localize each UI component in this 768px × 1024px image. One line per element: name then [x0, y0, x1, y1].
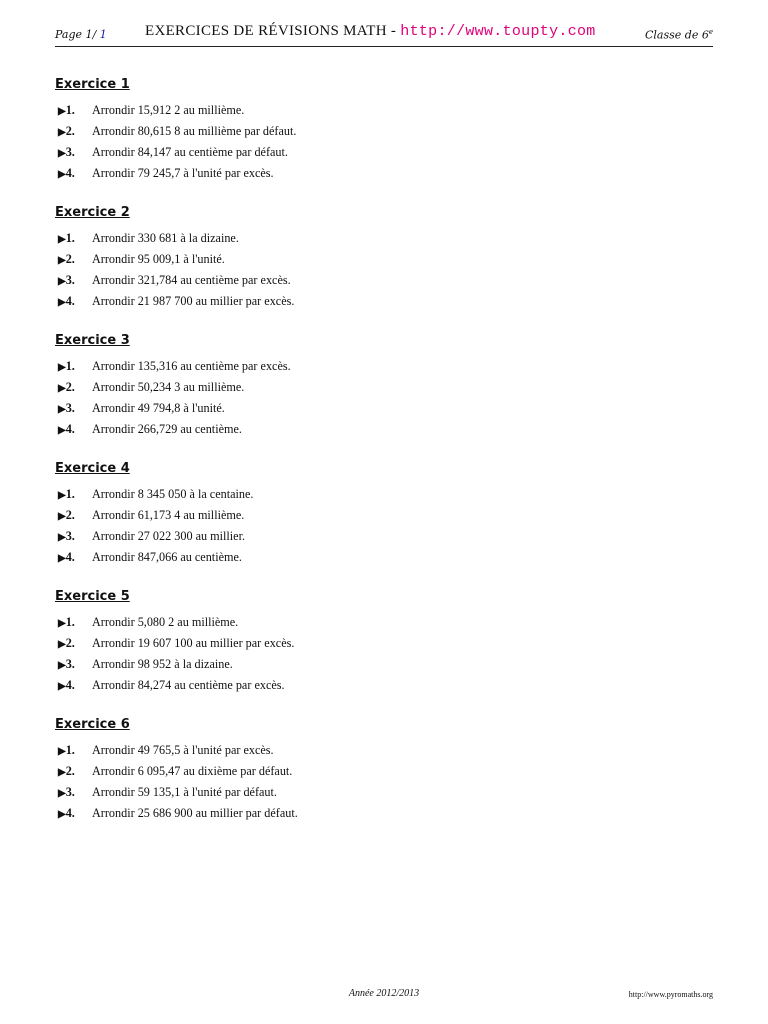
page-total-link[interactable]: 1: [99, 28, 107, 41]
item-marker: [55, 398, 92, 420]
item-text: Arrondir 61,173 4 au millième.: [92, 508, 245, 522]
item-marker: [55, 291, 92, 313]
item-marker: [55, 249, 92, 271]
triangle-right-icon: ▶: [58, 681, 66, 692]
item-marker: [55, 761, 92, 783]
exercise-item: [55, 740, 715, 761]
item-marker: [55, 505, 92, 527]
triangle-right-icon: ▶: [58, 788, 66, 799]
exercise-block: [55, 204, 715, 312]
item-number: 1.: [65, 103, 75, 117]
item-text: Arrondir 49 794,8 à l'unité.: [92, 401, 225, 415]
exercise-item: [55, 761, 715, 782]
triangle-right-icon: ▶: [58, 553, 66, 564]
item-number: 3.: [65, 529, 75, 543]
triangle-right-icon: ▶: [58, 169, 66, 180]
triangle-right-icon: ▶: [58, 255, 66, 266]
page-label: Page 1/: [55, 28, 97, 41]
exercise-item: [55, 163, 715, 184]
exercise-item: [55, 228, 715, 249]
exercise-item: [55, 675, 715, 696]
exercise-item: [55, 505, 715, 526]
triangle-right-icon: ▶: [58, 511, 66, 522]
footer-url-link[interactable]: http://www.pyromaths.org: [628, 990, 713, 999]
exercise-item: [55, 654, 715, 675]
item-text: Arrondir 19 607 100 au millier par excès.: [92, 636, 295, 650]
exercise-item: [55, 356, 715, 377]
exercise-item: [55, 803, 715, 824]
item-text: Arrondir 98 952 à la dizaine.: [92, 657, 233, 671]
exercise-title: Exercice 6: [55, 717, 130, 732]
item-text: Arrondir 21 987 700 au millier par excès.: [92, 294, 295, 308]
header-url-link[interactable]: http://www.toupty.com: [400, 23, 596, 40]
item-number: 2.: [65, 636, 75, 650]
item-marker: [55, 228, 92, 250]
exercise-item: [55, 612, 715, 633]
item-number: 1.: [65, 231, 75, 245]
item-marker: [55, 633, 92, 655]
exercise-item: [55, 291, 715, 312]
triangle-right-icon: ▶: [58, 106, 66, 117]
item-number: 4.: [65, 294, 75, 308]
item-text: Arrondir 25 686 900 au millier par défaut.: [92, 806, 298, 820]
item-marker: [55, 547, 92, 569]
triangle-right-icon: ▶: [58, 404, 66, 415]
item-text: Arrondir 5,080 2 au millième.: [92, 615, 239, 629]
item-number: 2.: [65, 124, 75, 138]
exercise-item: [55, 121, 715, 142]
triangle-right-icon: ▶: [58, 148, 66, 159]
triangle-right-icon: ▶: [58, 660, 66, 671]
triangle-right-icon: ▶: [58, 425, 66, 436]
exercise-block: [55, 76, 715, 184]
exercise-item: [55, 100, 715, 121]
triangle-right-icon: ▶: [58, 383, 66, 394]
item-number: 3.: [65, 657, 75, 671]
item-marker: [55, 163, 92, 185]
item-text: Arrondir 6 095,47 au dixième par défaut.: [92, 764, 293, 778]
item-text: Arrondir 95 009,1 à l'unité.: [92, 252, 225, 266]
exercise-block: [55, 460, 715, 568]
exercise-item: [55, 398, 715, 419]
exercise-title: Exercice 3: [55, 333, 130, 348]
exercise-item: [55, 547, 715, 568]
item-number: 1.: [65, 359, 75, 373]
exercise-title: Exercice 4: [55, 461, 130, 476]
item-number: 1.: [65, 743, 75, 757]
exercise-list: [55, 76, 715, 844]
class-level: [645, 28, 713, 42]
item-text: Arrondir 84,147 au centième par défaut.: [92, 145, 288, 159]
triangle-right-icon: ▶: [58, 746, 66, 757]
item-number: 3.: [65, 273, 75, 287]
header-title-text: EXERCICES DE RÉVISIONS MATH -: [145, 23, 401, 39]
item-text: Arrondir 8 345 050 à la centaine.: [92, 487, 254, 501]
item-number: 3.: [65, 785, 75, 799]
item-text: Arrondir 847,066 au centième.: [92, 550, 242, 564]
item-marker: [55, 419, 92, 441]
page-counter: [55, 28, 107, 41]
item-number: 2.: [65, 508, 75, 522]
exercise-title: Exercice 5: [55, 589, 130, 604]
item-number: 4.: [65, 806, 75, 820]
exercise-item: [55, 782, 715, 803]
item-marker: [55, 675, 92, 697]
triangle-right-icon: ▶: [58, 276, 66, 287]
triangle-right-icon: ▶: [58, 767, 66, 778]
item-text: Arrondir 49 765,5 à l'unité par excès.: [92, 743, 274, 757]
class-superscript: e: [708, 28, 713, 36]
item-number: 4.: [65, 550, 75, 564]
item-marker: [55, 526, 92, 548]
exercise-item: [55, 270, 715, 291]
exercise-block: [55, 588, 715, 696]
exercise-block: [55, 332, 715, 440]
triangle-right-icon: ▶: [58, 639, 66, 650]
item-number: 4.: [65, 422, 75, 436]
item-number: 1.: [65, 487, 75, 501]
item-text: Arrondir 330 681 à la dizaine.: [92, 231, 239, 245]
exercise-title: Exercice 1: [55, 77, 130, 92]
item-number: 2.: [65, 380, 75, 394]
item-marker: [55, 803, 92, 825]
exercise-item: [55, 633, 715, 654]
item-marker: [55, 782, 92, 804]
item-text: Arrondir 15,912 2 au millième.: [92, 103, 245, 117]
item-text: Arrondir 84,274 au centième par excès.: [92, 678, 285, 692]
exercise-item: [55, 377, 715, 398]
class-label: Classe de 6: [645, 28, 709, 42]
triangle-right-icon: ▶: [58, 127, 66, 138]
footer-year: Année 2012/2013: [348, 988, 420, 999]
item-text: Arrondir 135,316 au centième par excès.: [92, 359, 291, 373]
item-text: Arrondir 50,234 3 au millième.: [92, 380, 245, 394]
triangle-right-icon: ▶: [58, 490, 66, 501]
item-text: Arrondir 321,784 au centième par excès.: [92, 273, 291, 287]
exercise-item: [55, 419, 715, 440]
triangle-right-icon: ▶: [58, 532, 66, 543]
item-number: 2.: [65, 764, 75, 778]
item-text: Arrondir 27 022 300 au millier.: [92, 529, 245, 543]
item-marker: [55, 270, 92, 292]
page-header: [55, 22, 713, 47]
exercise-item: [55, 142, 715, 163]
item-number: 1.: [65, 615, 75, 629]
exercise-item: [55, 526, 715, 547]
triangle-right-icon: ▶: [58, 809, 66, 820]
exercise-block: [55, 716, 715, 824]
item-number: 3.: [65, 401, 75, 415]
item-marker: [55, 356, 92, 378]
item-marker: [55, 612, 92, 634]
item-marker: [55, 740, 92, 762]
triangle-right-icon: ▶: [58, 297, 66, 308]
triangle-right-icon: ▶: [58, 618, 66, 629]
exercise-item: [55, 484, 715, 505]
item-marker: [55, 100, 92, 122]
item-marker: [55, 484, 92, 506]
item-text: Arrondir 80,615 8 au millième par défaut.: [92, 124, 297, 138]
header-title: [145, 23, 596, 40]
triangle-right-icon: ▶: [58, 362, 66, 373]
item-marker: [55, 654, 92, 676]
item-text: Arrondir 79 245,7 à l'unité par excès.: [92, 166, 274, 180]
item-text: Arrondir 59 135,1 à l'unité par défaut.: [92, 785, 277, 799]
item-number: 3.: [65, 145, 75, 159]
triangle-right-icon: ▶: [58, 234, 66, 245]
item-number: 4.: [65, 678, 75, 692]
item-number: 4.: [65, 166, 75, 180]
exercise-title: Exercice 2: [55, 205, 130, 220]
item-marker: [55, 377, 92, 399]
item-number: 2.: [65, 252, 75, 266]
item-text: Arrondir 266,729 au centième.: [92, 422, 242, 436]
exercise-item: [55, 249, 715, 270]
item-marker: [55, 121, 92, 143]
item-marker: [55, 142, 92, 164]
